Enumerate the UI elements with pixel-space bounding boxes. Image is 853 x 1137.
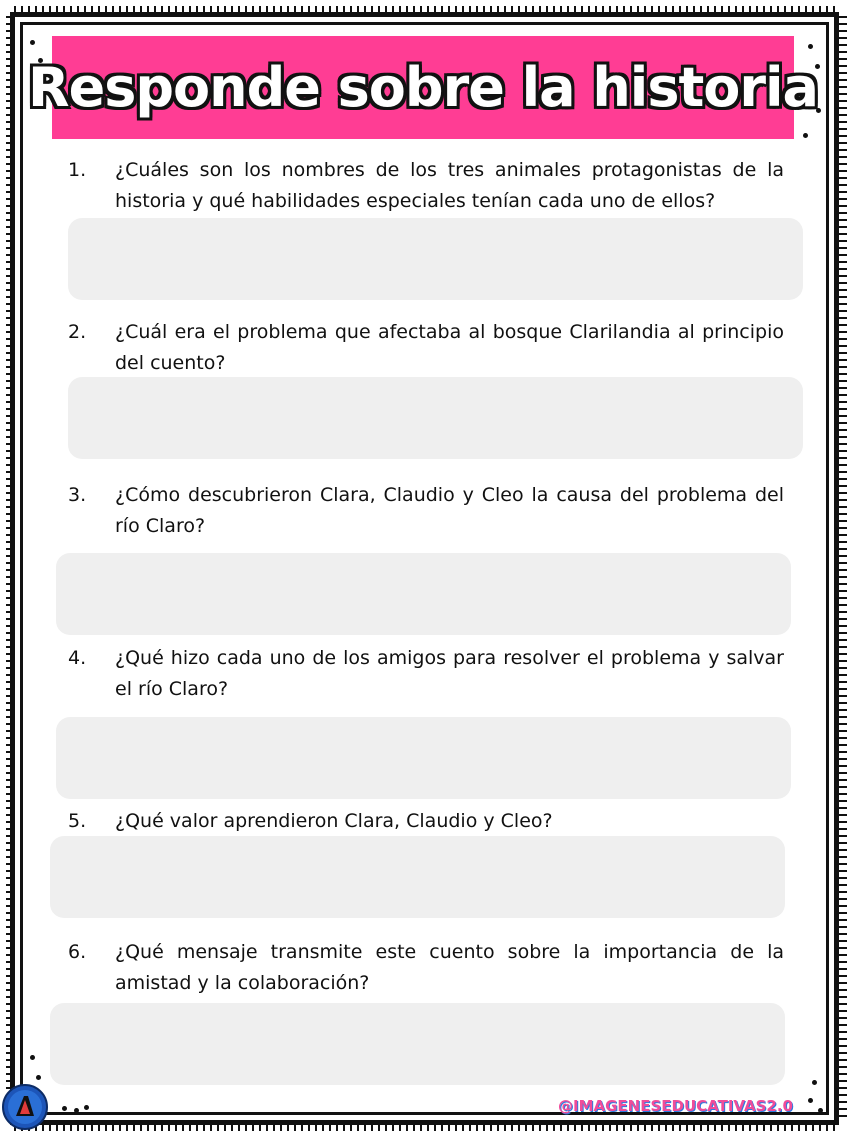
decor-dot [84, 1105, 89, 1110]
decor-dot [30, 1055, 35, 1060]
question-number: 2. [68, 321, 87, 343]
decor-dot [808, 1098, 813, 1103]
author-logo-icon [4, 1086, 46, 1128]
answer-box-4[interactable] [56, 717, 791, 799]
decor-dot [30, 40, 35, 45]
decor-dot [36, 1075, 41, 1080]
credit-watermark: @IMAGENESEDUCATIVAS2.0 [558, 1097, 793, 1115]
page-title: Responde sobre la historia [28, 56, 818, 119]
decor-dot [812, 1080, 817, 1085]
answer-box-1[interactable] [68, 218, 803, 300]
question-2 [68, 317, 784, 379]
question-text: ¿Cuáles son los nombres de los tres animales protagonistas de la historia y qué habilidades especiales tenían cada uno de ellos? [115, 159, 784, 212]
question-4 [68, 643, 784, 705]
frame-right-ticks [839, 16, 847, 1121]
question-text: ¿Qué valor aprendieron Clara, Claudio y Cleo? [115, 810, 553, 832]
question-number: 6. [68, 941, 87, 963]
question-text: ¿Qué mensaje transmite este cuento sobre la importancia de la amistad y la colaboración? [115, 941, 784, 994]
decor-dot [62, 1106, 67, 1111]
title-banner [28, 36, 818, 139]
decor-dot [808, 44, 813, 49]
answer-box-3[interactable] [56, 553, 791, 635]
answer-box-6[interactable] [50, 1003, 785, 1085]
decor-dot [74, 1108, 79, 1113]
answer-box-5[interactable] [50, 836, 785, 918]
question-text: ¿Cómo descubrieron Clara, Claudio y Cleo la causa del problema del río Claro? [115, 484, 784, 537]
question-text: ¿Qué hizo cada uno de los amigos para resolver el problema y salvar el río Claro? [115, 647, 784, 700]
decor-dot [818, 1108, 823, 1113]
question-number: 3. [68, 484, 87, 506]
answer-box-2[interactable] [68, 377, 803, 459]
question-number: 1. [68, 159, 87, 181]
question-1 [68, 155, 784, 217]
question-number: 4. [68, 647, 87, 669]
question-3 [68, 480, 784, 542]
decor-dot [803, 133, 808, 138]
question-6 [68, 937, 784, 999]
author-logo [2, 1084, 48, 1130]
question-text: ¿Cuál era el problema que afectaba al bosque Clarilandia al principio del cuento? [115, 321, 784, 374]
question-5 [68, 806, 784, 837]
question-number: 5. [68, 810, 87, 832]
